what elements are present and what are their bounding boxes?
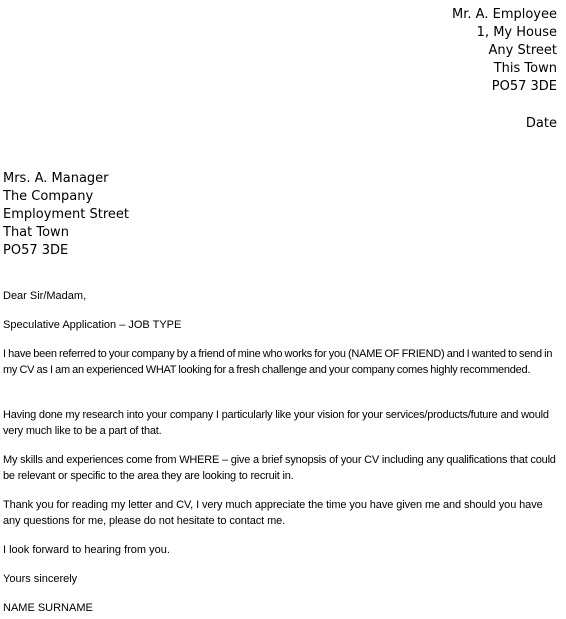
- salutation-text: Dear Sir/Madam,: [3, 290, 87, 302]
- recipient-town: That Town: [3, 225, 69, 240]
- sender-postcode: PO57 3DE: [491, 79, 557, 94]
- recipient-address: [3, 170, 129, 260]
- sender-address-line1: 1, My House: [476, 25, 557, 40]
- sender-town: This Town: [493, 61, 557, 76]
- recipient-postcode: PO57 3DE: [3, 243, 69, 258]
- signoff-text: Yours sincerely: [3, 573, 78, 585]
- sender-address: [452, 6, 557, 96]
- body-paragraph: [3, 497, 559, 529]
- body-paragraph: [3, 346, 559, 378]
- closing-line: [3, 542, 559, 558]
- letter-date: Date: [525, 116, 557, 131]
- paragraph-thanks: Thank you for reading my letter and CV, I very much appreciate the time you have given me and should you have any questions for me, please do not hesitate to contact me.: [3, 499, 543, 527]
- signature: [3, 600, 559, 616]
- signature-text: NAME SURNAME: [3, 602, 93, 614]
- sender-address-line2: Any Street: [488, 43, 557, 58]
- subject-text: Speculative Application – JOB TYPE: [3, 319, 182, 331]
- paragraph-referral: I have been referred to your company by a friend of mine who works for you (NAME OF FRIEND) and I wanted to send in my CV as I am an experienced WHAT looking for a fresh challenge and your company comes highly recommended.: [3, 348, 553, 376]
- recipient-company: The Company: [3, 189, 94, 204]
- body-paragraph: [3, 407, 559, 439]
- closing-line-text: I look forward to hearing from you.: [3, 544, 170, 556]
- paragraph-research: Having done my research into your company I particularly like your vision for your services/products/future and would very much like to be a part of that.: [3, 409, 549, 437]
- sender-name: Mr. A. Employee: [452, 7, 557, 22]
- subject-line: [3, 317, 559, 333]
- paragraph-skills: My skills and experiences come from WHERE – give a brief synopsis of your CV including any qualifications that could be relevant or specific to the area they are looking to recruit in.: [3, 454, 556, 482]
- recipient-name: Mrs. A. Manager: [3, 171, 109, 186]
- salutation: [3, 288, 559, 304]
- recipient-street: Employment Street: [3, 207, 130, 222]
- signoff: [3, 571, 559, 587]
- body-paragraph: [3, 452, 559, 484]
